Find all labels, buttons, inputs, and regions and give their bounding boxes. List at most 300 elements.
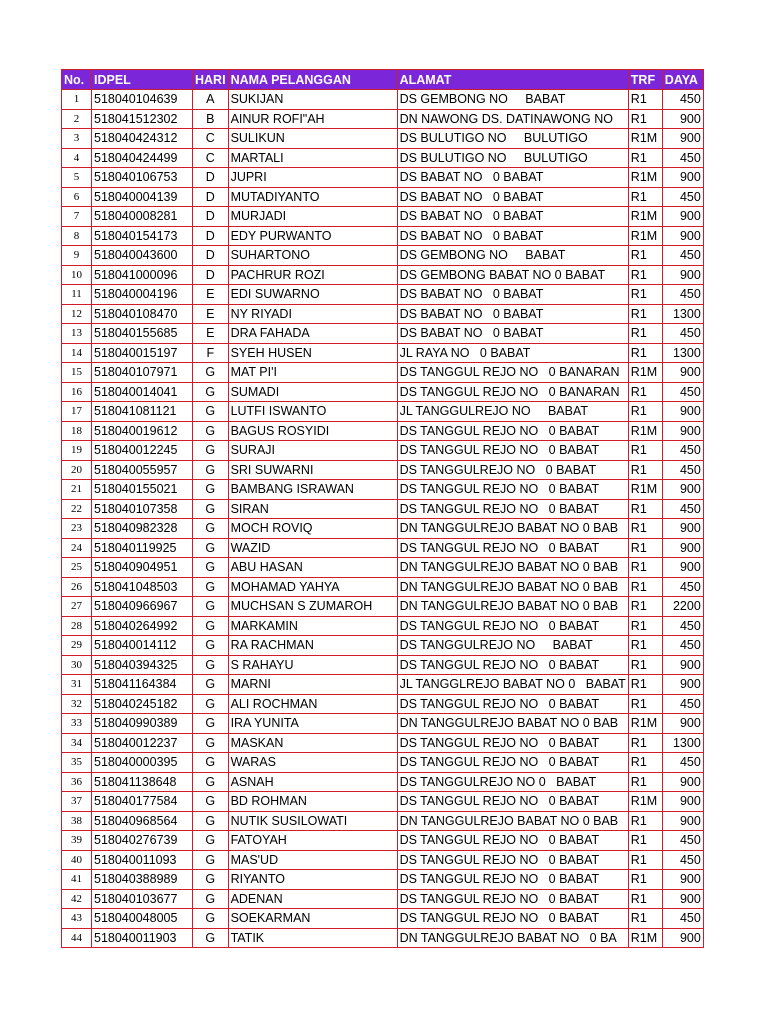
cell-no[interactable]: 10 bbox=[62, 265, 92, 285]
cell-no[interactable]: 24 bbox=[62, 538, 92, 558]
cell-trf[interactable]: R1 bbox=[628, 285, 662, 305]
cell-nama-pelanggan[interactable]: MOCH ROVIQ bbox=[228, 519, 397, 539]
cell-no[interactable]: 28 bbox=[62, 616, 92, 636]
cell-trf[interactable]: R1 bbox=[628, 616, 662, 636]
cell-no[interactable]: 4 bbox=[62, 148, 92, 168]
cell-trf[interactable]: R1 bbox=[628, 772, 662, 792]
header-idpel[interactable]: IDPEL bbox=[92, 70, 193, 90]
cell-no[interactable]: 1 bbox=[62, 90, 92, 110]
cell-idpel[interactable]: 518040004196 bbox=[92, 285, 193, 305]
cell-alamat[interactable]: DS TANGGUL REJO NO 0 BABAT bbox=[397, 538, 628, 558]
cell-trf[interactable]: R1M bbox=[628, 421, 662, 441]
cell-idpel[interactable]: 518040982328 bbox=[92, 519, 193, 539]
cell-hari[interactable]: G bbox=[193, 382, 229, 402]
cell-alamat[interactable]: DS TANGGUL REJO NO 0 BABAT bbox=[397, 499, 628, 519]
cell-daya[interactable]: 450 bbox=[662, 441, 703, 461]
cell-alamat[interactable]: DS BABAT NO 0 BABAT bbox=[397, 285, 628, 305]
cell-hari[interactable]: G bbox=[193, 460, 229, 480]
cell-nama-pelanggan[interactable]: SUKIJAN bbox=[228, 90, 397, 110]
cell-idpel[interactable]: 518041512302 bbox=[92, 109, 193, 129]
cell-daya[interactable]: 450 bbox=[662, 850, 703, 870]
cell-trf[interactable]: R1 bbox=[628, 811, 662, 831]
cell-hari[interactable]: G bbox=[193, 519, 229, 539]
cell-idpel[interactable]: 518040004139 bbox=[92, 187, 193, 207]
cell-alamat[interactable]: DN TANGGULREJO BABAT NO 0 BAB bbox=[397, 811, 628, 831]
cell-idpel[interactable]: 518040245182 bbox=[92, 694, 193, 714]
cell-alamat[interactable]: DN TANGGULREJO BABAT NO 0 BAB bbox=[397, 558, 628, 578]
cell-alamat[interactable]: DN TANGGULREJO BABAT NO 0 BAB bbox=[397, 714, 628, 734]
cell-hari[interactable]: G bbox=[193, 811, 229, 831]
cell-daya[interactable]: 900 bbox=[662, 655, 703, 675]
cell-alamat[interactable]: DS TANGGUL REJO NO 0 BABAT bbox=[397, 655, 628, 675]
cell-idpel[interactable]: 518040394325 bbox=[92, 655, 193, 675]
cell-idpel[interactable]: 518040154173 bbox=[92, 226, 193, 246]
cell-no[interactable]: 11 bbox=[62, 285, 92, 305]
cell-daya[interactable]: 900 bbox=[662, 772, 703, 792]
cell-alamat[interactable]: DN TANGGULREJO BABAT NO 0 BAB bbox=[397, 519, 628, 539]
header-alamat[interactable]: ALAMAT bbox=[397, 70, 628, 90]
cell-idpel[interactable]: 518040103677 bbox=[92, 889, 193, 909]
cell-hari[interactable]: G bbox=[193, 675, 229, 695]
cell-no[interactable]: 43 bbox=[62, 909, 92, 929]
cell-no[interactable]: 30 bbox=[62, 655, 92, 675]
cell-daya[interactable]: 900 bbox=[662, 928, 703, 948]
cell-hari[interactable]: G bbox=[193, 421, 229, 441]
cell-hari[interactable]: G bbox=[193, 441, 229, 461]
cell-alamat[interactable]: DS TANGGUL REJO NO 0 BABAT bbox=[397, 480, 628, 500]
cell-trf[interactable]: R1M bbox=[628, 792, 662, 812]
cell-hari[interactable]: G bbox=[193, 909, 229, 929]
cell-nama-pelanggan[interactable]: BAGUS ROSYIDI bbox=[228, 421, 397, 441]
cell-alamat[interactable]: DS GEMBONG NO BABAT bbox=[397, 246, 628, 266]
cell-trf[interactable]: R1 bbox=[628, 831, 662, 851]
cell-hari[interactable]: G bbox=[193, 538, 229, 558]
cell-idpel[interactable]: 518040388989 bbox=[92, 870, 193, 890]
cell-daya[interactable]: 900 bbox=[662, 363, 703, 383]
cell-daya[interactable]: 900 bbox=[662, 538, 703, 558]
cell-nama-pelanggan[interactable]: ASNAH bbox=[228, 772, 397, 792]
cell-idpel[interactable]: 518040104639 bbox=[92, 90, 193, 110]
cell-hari[interactable]: G bbox=[193, 831, 229, 851]
cell-daya[interactable]: 900 bbox=[662, 402, 703, 422]
cell-no[interactable]: 33 bbox=[62, 714, 92, 734]
cell-trf[interactable]: R1M bbox=[628, 363, 662, 383]
cell-daya[interactable]: 900 bbox=[662, 558, 703, 578]
cell-nama-pelanggan[interactable]: MARNI bbox=[228, 675, 397, 695]
cell-no[interactable]: 5 bbox=[62, 168, 92, 188]
cell-trf[interactable]: R1 bbox=[628, 636, 662, 656]
cell-alamat[interactable]: DS TANGGUL REJO NO 0 BANARAN bbox=[397, 363, 628, 383]
cell-idpel[interactable]: 518040119925 bbox=[92, 538, 193, 558]
cell-nama-pelanggan[interactable]: MASKAN bbox=[228, 733, 397, 753]
cell-idpel[interactable]: 518040424499 bbox=[92, 148, 193, 168]
cell-alamat[interactable]: DS BABAT NO 0 BABAT bbox=[397, 168, 628, 188]
cell-hari[interactable]: D bbox=[193, 168, 229, 188]
cell-idpel[interactable]: 518040043600 bbox=[92, 246, 193, 266]
cell-no[interactable]: 13 bbox=[62, 324, 92, 344]
cell-daya[interactable]: 900 bbox=[662, 811, 703, 831]
cell-daya[interactable]: 450 bbox=[662, 694, 703, 714]
cell-alamat[interactable]: DS BULUTIGO NO BULUTIGO bbox=[397, 129, 628, 149]
cell-idpel[interactable]: 518040014112 bbox=[92, 636, 193, 656]
cell-nama-pelanggan[interactable]: NY RIYADI bbox=[228, 304, 397, 324]
cell-hari[interactable]: G bbox=[193, 772, 229, 792]
cell-nama-pelanggan[interactable]: JUPRI bbox=[228, 168, 397, 188]
cell-trf[interactable]: R1 bbox=[628, 909, 662, 929]
cell-daya[interactable]: 450 bbox=[662, 616, 703, 636]
cell-idpel[interactable]: 518040424312 bbox=[92, 129, 193, 149]
cell-hari[interactable]: G bbox=[193, 714, 229, 734]
cell-trf[interactable]: R1M bbox=[628, 714, 662, 734]
cell-daya[interactable]: 900 bbox=[662, 714, 703, 734]
cell-trf[interactable]: R1 bbox=[628, 889, 662, 909]
cell-trf[interactable]: R1 bbox=[628, 519, 662, 539]
cell-nama-pelanggan[interactable]: SURAJI bbox=[228, 441, 397, 461]
cell-no[interactable]: 40 bbox=[62, 850, 92, 870]
cell-no[interactable]: 16 bbox=[62, 382, 92, 402]
cell-idpel[interactable]: 518040019612 bbox=[92, 421, 193, 441]
cell-trf[interactable]: R1 bbox=[628, 558, 662, 578]
cell-hari[interactable]: G bbox=[193, 889, 229, 909]
cell-no[interactable]: 7 bbox=[62, 207, 92, 227]
cell-nama-pelanggan[interactable]: LUTFI ISWANTO bbox=[228, 402, 397, 422]
cell-nama-pelanggan[interactable]: EDI SUWARNO bbox=[228, 285, 397, 305]
cell-no[interactable]: 29 bbox=[62, 636, 92, 656]
cell-idpel[interactable]: 518040107358 bbox=[92, 499, 193, 519]
cell-no[interactable]: 25 bbox=[62, 558, 92, 578]
cell-nama-pelanggan[interactable]: S RAHAYU bbox=[228, 655, 397, 675]
cell-trf[interactable]: R1 bbox=[628, 441, 662, 461]
cell-trf[interactable]: R1 bbox=[628, 90, 662, 110]
cell-hari[interactable]: B bbox=[193, 109, 229, 129]
cell-alamat[interactable]: DS TANGGULREJO NO BABAT bbox=[397, 636, 628, 656]
cell-nama-pelanggan[interactable]: BAMBANG ISRAWAN bbox=[228, 480, 397, 500]
cell-nama-pelanggan[interactable]: SRI SUWARNI bbox=[228, 460, 397, 480]
cell-no[interactable]: 38 bbox=[62, 811, 92, 831]
cell-alamat[interactable]: DN TANGGULREJO BABAT NO 0 BAB bbox=[397, 577, 628, 597]
cell-idpel[interactable]: 518040177584 bbox=[92, 792, 193, 812]
cell-daya[interactable]: 900 bbox=[662, 870, 703, 890]
cell-hari[interactable]: D bbox=[193, 265, 229, 285]
cell-hari[interactable]: D bbox=[193, 246, 229, 266]
cell-alamat[interactable]: DS BABAT NO 0 BABAT bbox=[397, 187, 628, 207]
cell-alamat[interactable]: DS TANGGUL REJO NO 0 BABAT bbox=[397, 909, 628, 929]
cell-trf[interactable]: R1 bbox=[628, 187, 662, 207]
cell-daya[interactable]: 450 bbox=[662, 831, 703, 851]
cell-alamat[interactable]: DS GEMBONG NO BABAT bbox=[397, 90, 628, 110]
cell-alamat[interactable]: DS TANGGUL REJO NO 0 BABAT bbox=[397, 421, 628, 441]
cell-alamat[interactable]: DS TANGGUL REJO NO 0 BABAT bbox=[397, 850, 628, 870]
cell-hari[interactable]: D bbox=[193, 207, 229, 227]
cell-trf[interactable]: R1 bbox=[628, 324, 662, 344]
cell-hari[interactable]: G bbox=[193, 616, 229, 636]
cell-idpel[interactable]: 518040155021 bbox=[92, 480, 193, 500]
cell-hari[interactable]: G bbox=[193, 792, 229, 812]
cell-idpel[interactable]: 518040155685 bbox=[92, 324, 193, 344]
cell-no[interactable]: 44 bbox=[62, 928, 92, 948]
cell-trf[interactable]: R1M bbox=[628, 168, 662, 188]
cell-daya[interactable]: 450 bbox=[662, 90, 703, 110]
cell-alamat[interactable]: DS GEMBONG BABAT NO 0 BABAT bbox=[397, 265, 628, 285]
cell-hari[interactable]: G bbox=[193, 636, 229, 656]
cell-nama-pelanggan[interactable]: DRA FAHADA bbox=[228, 324, 397, 344]
cell-nama-pelanggan[interactable]: MARTALI bbox=[228, 148, 397, 168]
cell-daya[interactable]: 900 bbox=[662, 792, 703, 812]
cell-nama-pelanggan[interactable]: RA RACHMAN bbox=[228, 636, 397, 656]
cell-daya[interactable]: 450 bbox=[662, 148, 703, 168]
cell-daya[interactable]: 450 bbox=[662, 909, 703, 929]
cell-idpel[interactable]: 518040014041 bbox=[92, 382, 193, 402]
cell-daya[interactable]: 2200 bbox=[662, 597, 703, 617]
cell-daya[interactable]: 900 bbox=[662, 226, 703, 246]
cell-no[interactable]: 14 bbox=[62, 343, 92, 363]
cell-no[interactable]: 21 bbox=[62, 480, 92, 500]
cell-trf[interactable]: R1 bbox=[628, 246, 662, 266]
cell-idpel[interactable]: 518041048503 bbox=[92, 577, 193, 597]
cell-idpel[interactable]: 518040904951 bbox=[92, 558, 193, 578]
cell-alamat[interactable]: DS TANGGULREJO NO 0 BABAT bbox=[397, 460, 628, 480]
cell-hari[interactable]: G bbox=[193, 499, 229, 519]
cell-hari[interactable]: G bbox=[193, 733, 229, 753]
cell-nama-pelanggan[interactable]: SYEH HUSEN bbox=[228, 343, 397, 363]
cell-alamat[interactable]: DS TANGGUL REJO NO 0 BABAT bbox=[397, 616, 628, 636]
cell-nama-pelanggan[interactable]: BD ROHMAN bbox=[228, 792, 397, 812]
cell-trf[interactable]: R1M bbox=[628, 928, 662, 948]
cell-daya[interactable]: 900 bbox=[662, 519, 703, 539]
cell-nama-pelanggan[interactable]: SUMADI bbox=[228, 382, 397, 402]
cell-hari[interactable]: F bbox=[193, 343, 229, 363]
cell-trf[interactable]: R1 bbox=[628, 733, 662, 753]
cell-nama-pelanggan[interactable]: SUHARTONO bbox=[228, 246, 397, 266]
header-trf[interactable]: TRF bbox=[628, 70, 662, 90]
cell-nama-pelanggan[interactable]: ALI ROCHMAN bbox=[228, 694, 397, 714]
cell-idpel[interactable]: 518041000096 bbox=[92, 265, 193, 285]
header-nama-pelanggan[interactable]: NAMA PELANGGAN bbox=[228, 70, 397, 90]
cell-daya[interactable]: 900 bbox=[662, 480, 703, 500]
cell-nama-pelanggan[interactable]: SOEKARMAN bbox=[228, 909, 397, 929]
cell-hari[interactable]: A bbox=[193, 90, 229, 110]
cell-no[interactable]: 34 bbox=[62, 733, 92, 753]
cell-idpel[interactable]: 518040008281 bbox=[92, 207, 193, 227]
cell-nama-pelanggan[interactable]: WARAS bbox=[228, 753, 397, 773]
cell-trf[interactable]: R1 bbox=[628, 148, 662, 168]
cell-daya[interactable]: 1300 bbox=[662, 304, 703, 324]
cell-nama-pelanggan[interactable]: MAT PI'I bbox=[228, 363, 397, 383]
cell-hari[interactable]: E bbox=[193, 285, 229, 305]
header-daya[interactable]: DAYA bbox=[662, 70, 703, 90]
cell-trf[interactable]: R1M bbox=[628, 207, 662, 227]
cell-hari[interactable]: G bbox=[193, 928, 229, 948]
cell-alamat[interactable]: DS TANGGUL REJO NO 0 BABAT bbox=[397, 870, 628, 890]
cell-trf[interactable]: R1 bbox=[628, 304, 662, 324]
cell-daya[interactable]: 450 bbox=[662, 460, 703, 480]
cell-alamat[interactable]: DS BULUTIGO NO BULUTIGO bbox=[397, 148, 628, 168]
cell-daya[interactable]: 900 bbox=[662, 168, 703, 188]
cell-idpel[interactable]: 518040990389 bbox=[92, 714, 193, 734]
cell-nama-pelanggan[interactable]: MUCHSAN S ZUMAROH bbox=[228, 597, 397, 617]
cell-no[interactable]: 3 bbox=[62, 129, 92, 149]
cell-nama-pelanggan[interactable]: MURJADI bbox=[228, 207, 397, 227]
cell-no[interactable]: 31 bbox=[62, 675, 92, 695]
cell-daya[interactable]: 450 bbox=[662, 577, 703, 597]
cell-idpel[interactable]: 518041164384 bbox=[92, 675, 193, 695]
cell-daya[interactable]: 900 bbox=[662, 889, 703, 909]
cell-trf[interactable]: R1 bbox=[628, 343, 662, 363]
cell-no[interactable]: 17 bbox=[62, 402, 92, 422]
cell-alamat[interactable]: DS TANGGUL REJO NO 0 BANARAN bbox=[397, 382, 628, 402]
cell-hari[interactable]: G bbox=[193, 402, 229, 422]
cell-no[interactable]: 36 bbox=[62, 772, 92, 792]
cell-daya[interactable]: 450 bbox=[662, 246, 703, 266]
cell-alamat[interactable]: JL TANGGLREJO BABAT NO 0 BABAT bbox=[397, 675, 628, 695]
cell-alamat[interactable]: DS TANGGUL REJO NO 0 BABAT bbox=[397, 694, 628, 714]
cell-trf[interactable]: R1 bbox=[628, 694, 662, 714]
cell-trf[interactable]: R1 bbox=[628, 538, 662, 558]
cell-no[interactable]: 32 bbox=[62, 694, 92, 714]
cell-hari[interactable]: G bbox=[193, 655, 229, 675]
cell-alamat[interactable]: DS TANGGUL REJO NO 0 BABAT bbox=[397, 441, 628, 461]
cell-hari[interactable]: G bbox=[193, 753, 229, 773]
cell-nama-pelanggan[interactable]: MUTADIYANTO bbox=[228, 187, 397, 207]
cell-nama-pelanggan[interactable]: FATOYAH bbox=[228, 831, 397, 851]
cell-alamat[interactable]: JL RAYA NO 0 BABAT bbox=[397, 343, 628, 363]
cell-alamat[interactable]: DS TANGGUL REJO NO 0 BABAT bbox=[397, 831, 628, 851]
cell-alamat[interactable]: DS BABAT NO 0 BABAT bbox=[397, 304, 628, 324]
cell-idpel[interactable]: 518040107971 bbox=[92, 363, 193, 383]
cell-hari[interactable]: D bbox=[193, 187, 229, 207]
cell-idpel[interactable]: 518040012237 bbox=[92, 733, 193, 753]
cell-daya[interactable]: 900 bbox=[662, 207, 703, 227]
cell-nama-pelanggan[interactable]: MARKAMIN bbox=[228, 616, 397, 636]
cell-no[interactable]: 42 bbox=[62, 889, 92, 909]
cell-daya[interactable]: 1300 bbox=[662, 733, 703, 753]
cell-alamat[interactable]: DS TANGGULREJO NO 0 BABAT bbox=[397, 772, 628, 792]
cell-trf[interactable]: R1 bbox=[628, 382, 662, 402]
cell-daya[interactable]: 900 bbox=[662, 129, 703, 149]
cell-trf[interactable]: R1 bbox=[628, 577, 662, 597]
cell-no[interactable]: 22 bbox=[62, 499, 92, 519]
cell-alamat[interactable]: DS BABAT NO 0 BABAT bbox=[397, 207, 628, 227]
cell-daya[interactable]: 900 bbox=[662, 421, 703, 441]
cell-idpel[interactable]: 518040055957 bbox=[92, 460, 193, 480]
cell-idpel[interactable]: 518040108470 bbox=[92, 304, 193, 324]
cell-daya[interactable]: 450 bbox=[662, 636, 703, 656]
cell-no[interactable]: 26 bbox=[62, 577, 92, 597]
cell-trf[interactable]: R1 bbox=[628, 870, 662, 890]
cell-daya[interactable]: 450 bbox=[662, 285, 703, 305]
cell-trf[interactable]: R1 bbox=[628, 655, 662, 675]
cell-daya[interactable]: 1300 bbox=[662, 343, 703, 363]
cell-idpel[interactable]: 518040012245 bbox=[92, 441, 193, 461]
cell-hari[interactable]: G bbox=[193, 558, 229, 578]
cell-idpel[interactable]: 518041081121 bbox=[92, 402, 193, 422]
cell-nama-pelanggan[interactable]: RIYANTO bbox=[228, 870, 397, 890]
cell-trf[interactable]: R1 bbox=[628, 850, 662, 870]
cell-trf[interactable]: R1M bbox=[628, 129, 662, 149]
cell-hari[interactable]: C bbox=[193, 129, 229, 149]
cell-hari[interactable]: G bbox=[193, 850, 229, 870]
cell-idpel[interactable]: 518040015197 bbox=[92, 343, 193, 363]
cell-trf[interactable]: R1M bbox=[628, 480, 662, 500]
header-no[interactable]: No. bbox=[62, 70, 92, 90]
cell-hari[interactable]: G bbox=[193, 363, 229, 383]
cell-hari[interactable]: G bbox=[193, 480, 229, 500]
cell-idpel[interactable]: 518040106753 bbox=[92, 168, 193, 188]
cell-alamat[interactable]: DS BABAT NO 0 BABAT bbox=[397, 226, 628, 246]
cell-no[interactable]: 18 bbox=[62, 421, 92, 441]
cell-daya[interactable]: 900 bbox=[662, 109, 703, 129]
cell-idpel[interactable]: 518040011903 bbox=[92, 928, 193, 948]
cell-no[interactable]: 19 bbox=[62, 441, 92, 461]
cell-trf[interactable]: R1 bbox=[628, 402, 662, 422]
cell-alamat[interactable]: JL TANGGULREJO NO BABAT bbox=[397, 402, 628, 422]
cell-nama-pelanggan[interactable]: MOHAMAD YAHYA bbox=[228, 577, 397, 597]
cell-no[interactable]: 41 bbox=[62, 870, 92, 890]
cell-idpel[interactable]: 518040011093 bbox=[92, 850, 193, 870]
cell-idpel[interactable]: 518040048005 bbox=[92, 909, 193, 929]
cell-nama-pelanggan[interactable]: EDY PURWANTO bbox=[228, 226, 397, 246]
cell-alamat[interactable]: DS TANGGUL REJO NO 0 BABAT bbox=[397, 792, 628, 812]
cell-daya[interactable]: 450 bbox=[662, 382, 703, 402]
cell-nama-pelanggan[interactable]: AINUR ROFI"AH bbox=[228, 109, 397, 129]
cell-hari[interactable]: C bbox=[193, 148, 229, 168]
cell-nama-pelanggan[interactable]: SIRAN bbox=[228, 499, 397, 519]
cell-daya[interactable]: 450 bbox=[662, 187, 703, 207]
cell-nama-pelanggan[interactable]: PACHRUR ROZI bbox=[228, 265, 397, 285]
cell-alamat[interactable]: DS TANGGUL REJO NO 0 BABAT bbox=[397, 733, 628, 753]
cell-alamat[interactable]: DS TANGGUL REJO NO 0 BABAT bbox=[397, 889, 628, 909]
cell-nama-pelanggan[interactable]: ADENAN bbox=[228, 889, 397, 909]
header-hari[interactable]: HARI bbox=[193, 70, 229, 90]
cell-trf[interactable]: R1 bbox=[628, 597, 662, 617]
cell-no[interactable]: 8 bbox=[62, 226, 92, 246]
cell-alamat[interactable]: DN NAWONG DS. DATINAWONG NO bbox=[397, 109, 628, 129]
cell-nama-pelanggan[interactable]: ABU HASAN bbox=[228, 558, 397, 578]
cell-hari[interactable]: E bbox=[193, 324, 229, 344]
cell-trf[interactable]: R1 bbox=[628, 265, 662, 285]
cell-idpel[interactable]: 518040276739 bbox=[92, 831, 193, 851]
cell-idpel[interactable]: 518040968564 bbox=[92, 811, 193, 831]
cell-hari[interactable]: G bbox=[193, 694, 229, 714]
cell-no[interactable]: 2 bbox=[62, 109, 92, 129]
cell-no[interactable]: 27 bbox=[62, 597, 92, 617]
cell-no[interactable]: 39 bbox=[62, 831, 92, 851]
cell-hari[interactable]: D bbox=[193, 226, 229, 246]
cell-hari[interactable]: G bbox=[193, 577, 229, 597]
cell-daya[interactable]: 900 bbox=[662, 265, 703, 285]
cell-trf[interactable]: R1 bbox=[628, 499, 662, 519]
cell-hari[interactable]: G bbox=[193, 597, 229, 617]
cell-idpel[interactable]: 518040264992 bbox=[92, 616, 193, 636]
cell-nama-pelanggan[interactable]: IRA YUNITA bbox=[228, 714, 397, 734]
cell-no[interactable]: 6 bbox=[62, 187, 92, 207]
cell-alamat[interactable]: DS BABAT NO 0 BABAT bbox=[397, 324, 628, 344]
cell-nama-pelanggan[interactable]: NUTIK SUSILOWATI bbox=[228, 811, 397, 831]
cell-no[interactable]: 35 bbox=[62, 753, 92, 773]
cell-alamat[interactable]: DN TANGGULREJO BABAT NO 0 BA bbox=[397, 928, 628, 948]
cell-nama-pelanggan[interactable]: WAZID bbox=[228, 538, 397, 558]
cell-idpel[interactable]: 518040966967 bbox=[92, 597, 193, 617]
cell-daya[interactable]: 450 bbox=[662, 753, 703, 773]
cell-trf[interactable]: R1M bbox=[628, 226, 662, 246]
cell-trf[interactable]: R1 bbox=[628, 109, 662, 129]
cell-no[interactable]: 9 bbox=[62, 246, 92, 266]
cell-nama-pelanggan[interactable]: TATIK bbox=[228, 928, 397, 948]
cell-trf[interactable]: R1 bbox=[628, 460, 662, 480]
cell-daya[interactable]: 450 bbox=[662, 324, 703, 344]
cell-alamat[interactable]: DN TANGGULREJO BABAT NO 0 BAB bbox=[397, 597, 628, 617]
cell-daya[interactable]: 900 bbox=[662, 675, 703, 695]
